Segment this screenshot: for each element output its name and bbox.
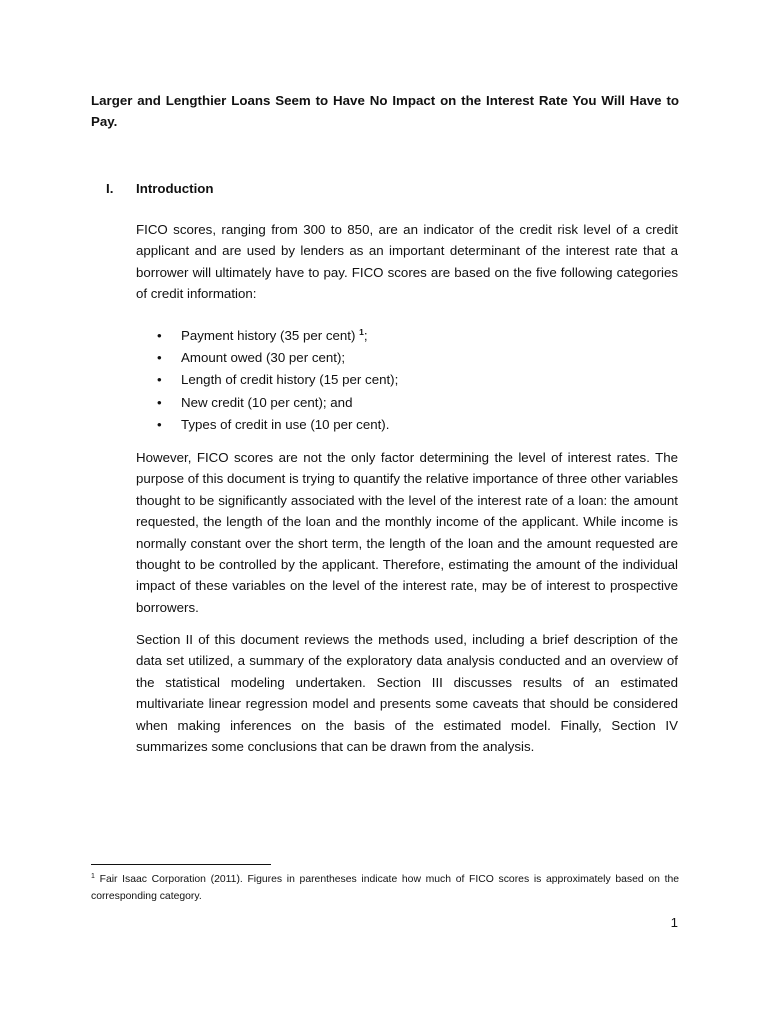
bullet-icon: • [157, 328, 162, 343]
bullet-icon: • [157, 372, 162, 388]
section-number: I. [106, 181, 114, 196]
list-item-suffix: ; [363, 328, 368, 343]
bullet-icon: • [157, 394, 162, 410]
page-number: 1 [670, 915, 678, 930]
list-item [136, 414, 678, 436]
footnote-text: Fair Isaac Corporation (2011). Figures in parentheses indicate how much of FICO scores is approximately based on the corresponding category. [91, 874, 680, 902]
bullet-icon: • [157, 416, 162, 432]
section-title: Introduction [136, 181, 214, 196]
footnote-divider [91, 864, 271, 865]
document-title: Larger and Lengthier Loans Seem to Have No Impact on the Interest Rate You Will Have to Pay. [91, 93, 679, 129]
intro-paragraph: FICO scores, ranging from 300 to 850, are an indicator of the credit risk level of a credit applicant and are used by lenders as an important determinant of the interest rate that a borrower will ultimately have to pay. FICO scores are based on the five following categories of credit information: [136, 222, 678, 302]
list-item-text: New credit (10 per cent); and [181, 394, 353, 410]
credit-categories-list [136, 325, 678, 436]
list-item-text: Payment history (35 per cent) [181, 328, 356, 343]
footnote-reference[interactable]: 1 [359, 327, 364, 337]
outline-paragraph: Section II of this document reviews the methods used, including a brief description of the data set utilized, a summary of the exploratory data analysis conducted and an overview of the statistical modeling undertaken. Section III discusses results of an estimated multivariate linear regression model and presents some caveats that should be considered when making inferences on the basis of the estimated model. Finally, Section IV summarizes some conclusions that can be drawn from the analysis. [136, 632, 678, 755]
bullet-icon: • [157, 350, 162, 366]
list-item [136, 347, 678, 369]
list-item [136, 392, 678, 414]
list-item-text: Amount owed (30 per cent); [181, 350, 346, 366]
footnote [91, 872, 679, 905]
purpose-paragraph: However, FICO scores are not the only factor determining the level of interest rates. The purpose of this document is trying to quantify the relative importance of three other variables thought to be significantly associated with the level of the interest rate of a loan: the amount requested, the length of the loan and the monthly income of the applicant. While income is normally constant over the short term, the length of the loan and the amount requested are thought to be controlled by the applicant. Therefore, estimating the amount of the individual impact of these variables on the level of the interest rate, may be of interest to prospective borrowers. [136, 450, 678, 615]
list-item [136, 369, 678, 391]
footnote-marker: 1 [91, 873, 95, 880]
list-item-text: Types of credit in use (10 per cent). [181, 416, 390, 432]
list-item [136, 325, 678, 347]
list-item-text: Length of credit history (15 per cent); [181, 372, 399, 388]
